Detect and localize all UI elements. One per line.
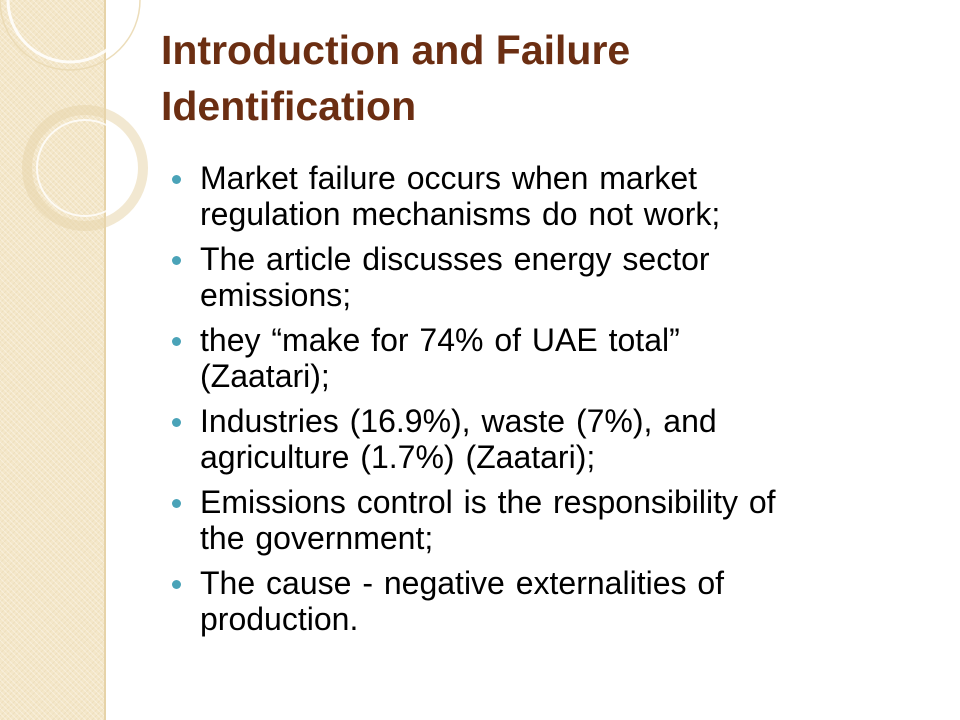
slide-title-line-1: Introduction and Failure — [161, 27, 631, 73]
bullet-marker-icon — [172, 256, 181, 265]
bullet-text-line-1: Emissions control is the responsibility of — [200, 484, 776, 520]
bullet-item — [172, 322, 932, 394]
bullet-text-line-2: (Zaatari); — [200, 358, 330, 394]
bullet-text-line-2: production. — [200, 601, 359, 637]
slide-title — [161, 22, 921, 134]
bullet-text-line-1: they “make for 74% of UAE total” — [200, 322, 680, 358]
bullet-list — [172, 160, 932, 646]
bullet-text-line-1: The article discusses energy sector — [200, 241, 710, 277]
bullet-item — [172, 403, 932, 475]
bullet-item — [172, 160, 932, 232]
decorative-circles — [0, 0, 160, 260]
bullet-text-line-2: emissions; — [200, 277, 352, 313]
bullet-text-line-1: The cause - negative externalities of — [200, 565, 725, 601]
bullet-marker-icon — [172, 580, 181, 589]
bullet-text-line-1: Industries (16.9%), waste (7%), and — [200, 403, 717, 439]
bullet-text-line-1: Market failure occurs when market — [200, 160, 698, 196]
bullet-item — [172, 565, 932, 637]
bullet-marker-icon — [172, 499, 181, 508]
bullet-marker-icon — [172, 418, 181, 427]
bullet-marker-icon — [172, 337, 181, 346]
bullet-marker-icon — [172, 175, 181, 184]
bullet-item — [172, 241, 932, 313]
bullet-text-line-2: the government; — [200, 520, 434, 556]
bullet-text-line-2: regulation mechanisms do not work; — [200, 196, 721, 232]
bullet-text-line-2: agriculture (1.7%) (Zaatari); — [200, 439, 596, 475]
slide-title-line-2: Identification — [161, 83, 417, 129]
bullet-item — [172, 484, 932, 556]
